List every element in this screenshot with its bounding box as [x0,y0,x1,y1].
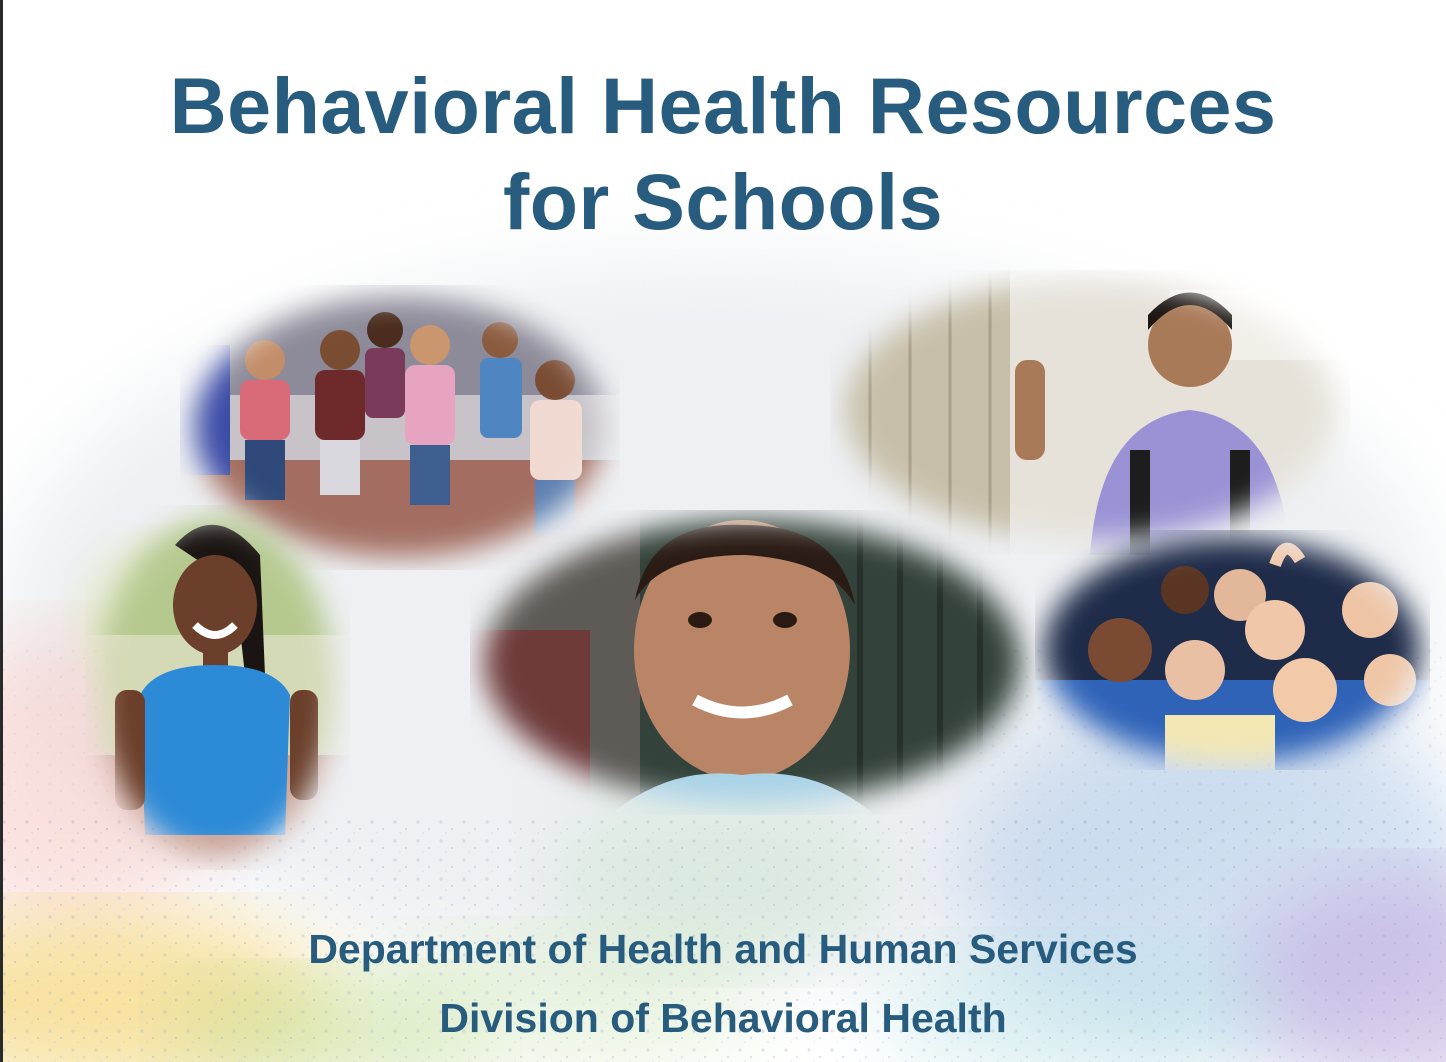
smiling-boy-portrait-photo [470,510,1035,815]
department-name: Department of Health and Human Services [308,926,1138,972]
slide-title [0,58,1446,250]
division-name: Division of Behavioral Health [439,995,1007,1041]
title-line-1: Behavioral Health Resources [169,61,1277,150]
smiling-girl-photo [85,505,350,870]
title-line-2: for Schools [502,157,944,246]
cheering-students-group-photo [1035,530,1430,770]
